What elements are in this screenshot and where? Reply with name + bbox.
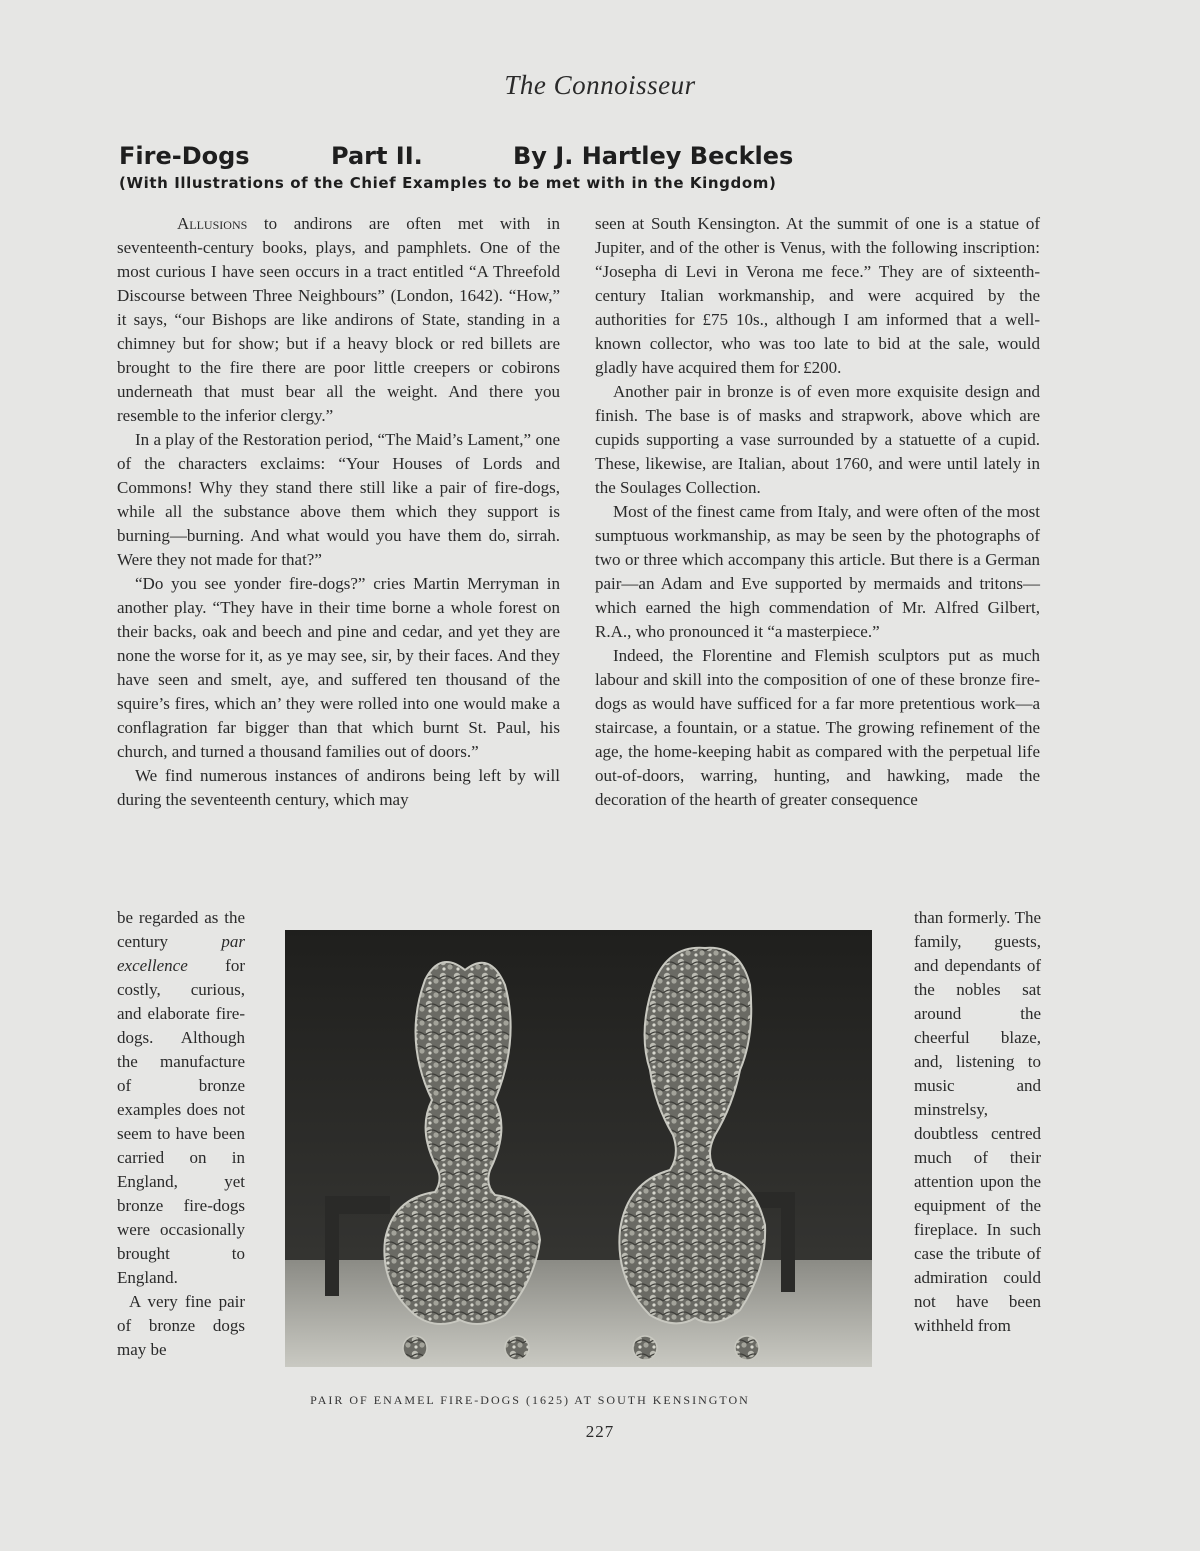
right-narrow-column	[914, 906, 1041, 1338]
fire-dogs-illustration	[285, 930, 872, 1367]
right-paragraph-2: Another pair in bronze is of even more exquisite design and finish. The base is of masks and strapwork, above which are cupids supporting a vase surrounded by a statuette of a cupid. These, likewise, are Italian, about 1760, and were until lately in the Soulages Collection.	[595, 382, 1040, 497]
fire-dogs-photograph	[285, 930, 872, 1367]
left-narrow-paragraph-2: A very fine pair of bronze dogs may be	[117, 1292, 245, 1359]
left-narrow-text-a: be regarded as the century	[117, 908, 245, 951]
right-paragraph-1: seen at South Kensington. At the summit of one is a statue of Jupiter, and of the other is Venus, with the following inscription: “Josepha di Levi in Verona me fece.” They are of sixteenth-century Italian workmanship, and were acquired by the authorities for £75 10s., although I am informed that a well-known collector, who was too late to bid at the sale, would gladly have acquired them for £200.	[595, 214, 1040, 377]
title-fire-dogs: Fire-Dogs	[119, 142, 250, 170]
left-narrow-column	[117, 906, 245, 1362]
left-column	[117, 212, 560, 812]
figure-caption: PAIR OF ENAMEL FIRE-DOGS (1625) AT SOUTH KENSINGTON	[310, 1393, 750, 1407]
left-paragraph-1-text: to andirons are often met with in seventeenth-century books, plays, and pamphlets. One of the most curious I have seen occurs in a tract entitled “A Threefold Discourse between Three Neighbours” (London, 1642). “How,” it says, “our Bishops are like andirons of State, standing in a chimney but for show; but if a heavy block or red billets are brought to the fire there are poor little creepers or cobirons underneath that must bear all the weight. And there you resemble to the inferior clergy.”	[117, 214, 560, 425]
title-part: Part II.	[331, 142, 423, 170]
page-number: 227	[585, 1422, 615, 1441]
drop-lead-word: Allusions	[177, 214, 248, 233]
left-paragraph-1	[117, 212, 560, 428]
left-paragraph-4: We find numerous instances of andirons being left by will during the seventeenth century, which may	[117, 766, 560, 809]
left-paragraph-3: “Do you see yonder fire-dogs?” cries Martin Merryman in another play. “They have in their time borne a whole forest on their backs, oak and beech and pine and cedar, and yet they are none the worse for it, as ye may see, sir, by their faces. And they have seen and smelt, aye, and suffered ten thousand of the squire’s fires, which an’ they were rolled into one would make a conflagration far bigger than that which burnt St. Paul, his church, and turned a thousand families out of doors.”	[117, 574, 560, 761]
article-title	[119, 142, 899, 170]
left-narrow-paragraph-1	[117, 906, 245, 1290]
right-paragraph-4: Indeed, the Florentine and Flemish sculptors put as much labour and skill into the composition of one of these bronze fire-dogs as would have sufficed for a far more pretentious work—a staircase, a fountain, or a statue. The growing refinement of the age, the home-keeping habit as compared with the perpetual life out-of-doors, warring, hunting, and hawking, made the decoration of the hearth of greater consequence	[595, 646, 1040, 809]
article-subtitle: (With Illustrations of the Chief Examples to be met with in the Kingdom)	[119, 174, 777, 192]
running-header: The Connoisseur	[504, 70, 696, 100]
right-narrow-paragraph-1: than formerly. The family, guests, and dependants of the nobles sat around the cheerful blaze, and, listening to music and minstrelsy, doubtless centred much of their attention upon the equipment of the fireplace. In such case the tribute of admiration could not have been withheld from	[914, 908, 1041, 1335]
left-narrow-text-b: for costly, curious, and elaborate fire-dogs. Although the manufacture of bronze examples does not seem to have been carried on in England, yet bronze fire-dogs were occasionally brought to England.	[117, 956, 245, 1287]
title-author: By J. Hartley Beckles	[513, 142, 794, 170]
right-column	[595, 212, 1040, 812]
left-paragraph-2: In a play of the Restoration period, “The Maid’s Lament,” one of the characters exclaims: “Your Houses of Lords and Commons! Why they stand there still like a pair of fire-dogs, while all the substance above them which they support is burning—burning. And what would you have them do, sirrah. Were they not made for that?”	[117, 430, 560, 569]
right-paragraph-3: Most of the finest came from Italy, and were often of the most sumptuous workmanship, as may be seen by the photographs of two or three which accompany this article. But there is a German pair—an Adam and Eve supported by mermaids and tritons—which earned the high commendation of Mr. Alfred Gilbert, R.A., who pronounced it “a masterpiece.”	[595, 502, 1040, 641]
italic-phrase: par excellence	[117, 932, 245, 975]
